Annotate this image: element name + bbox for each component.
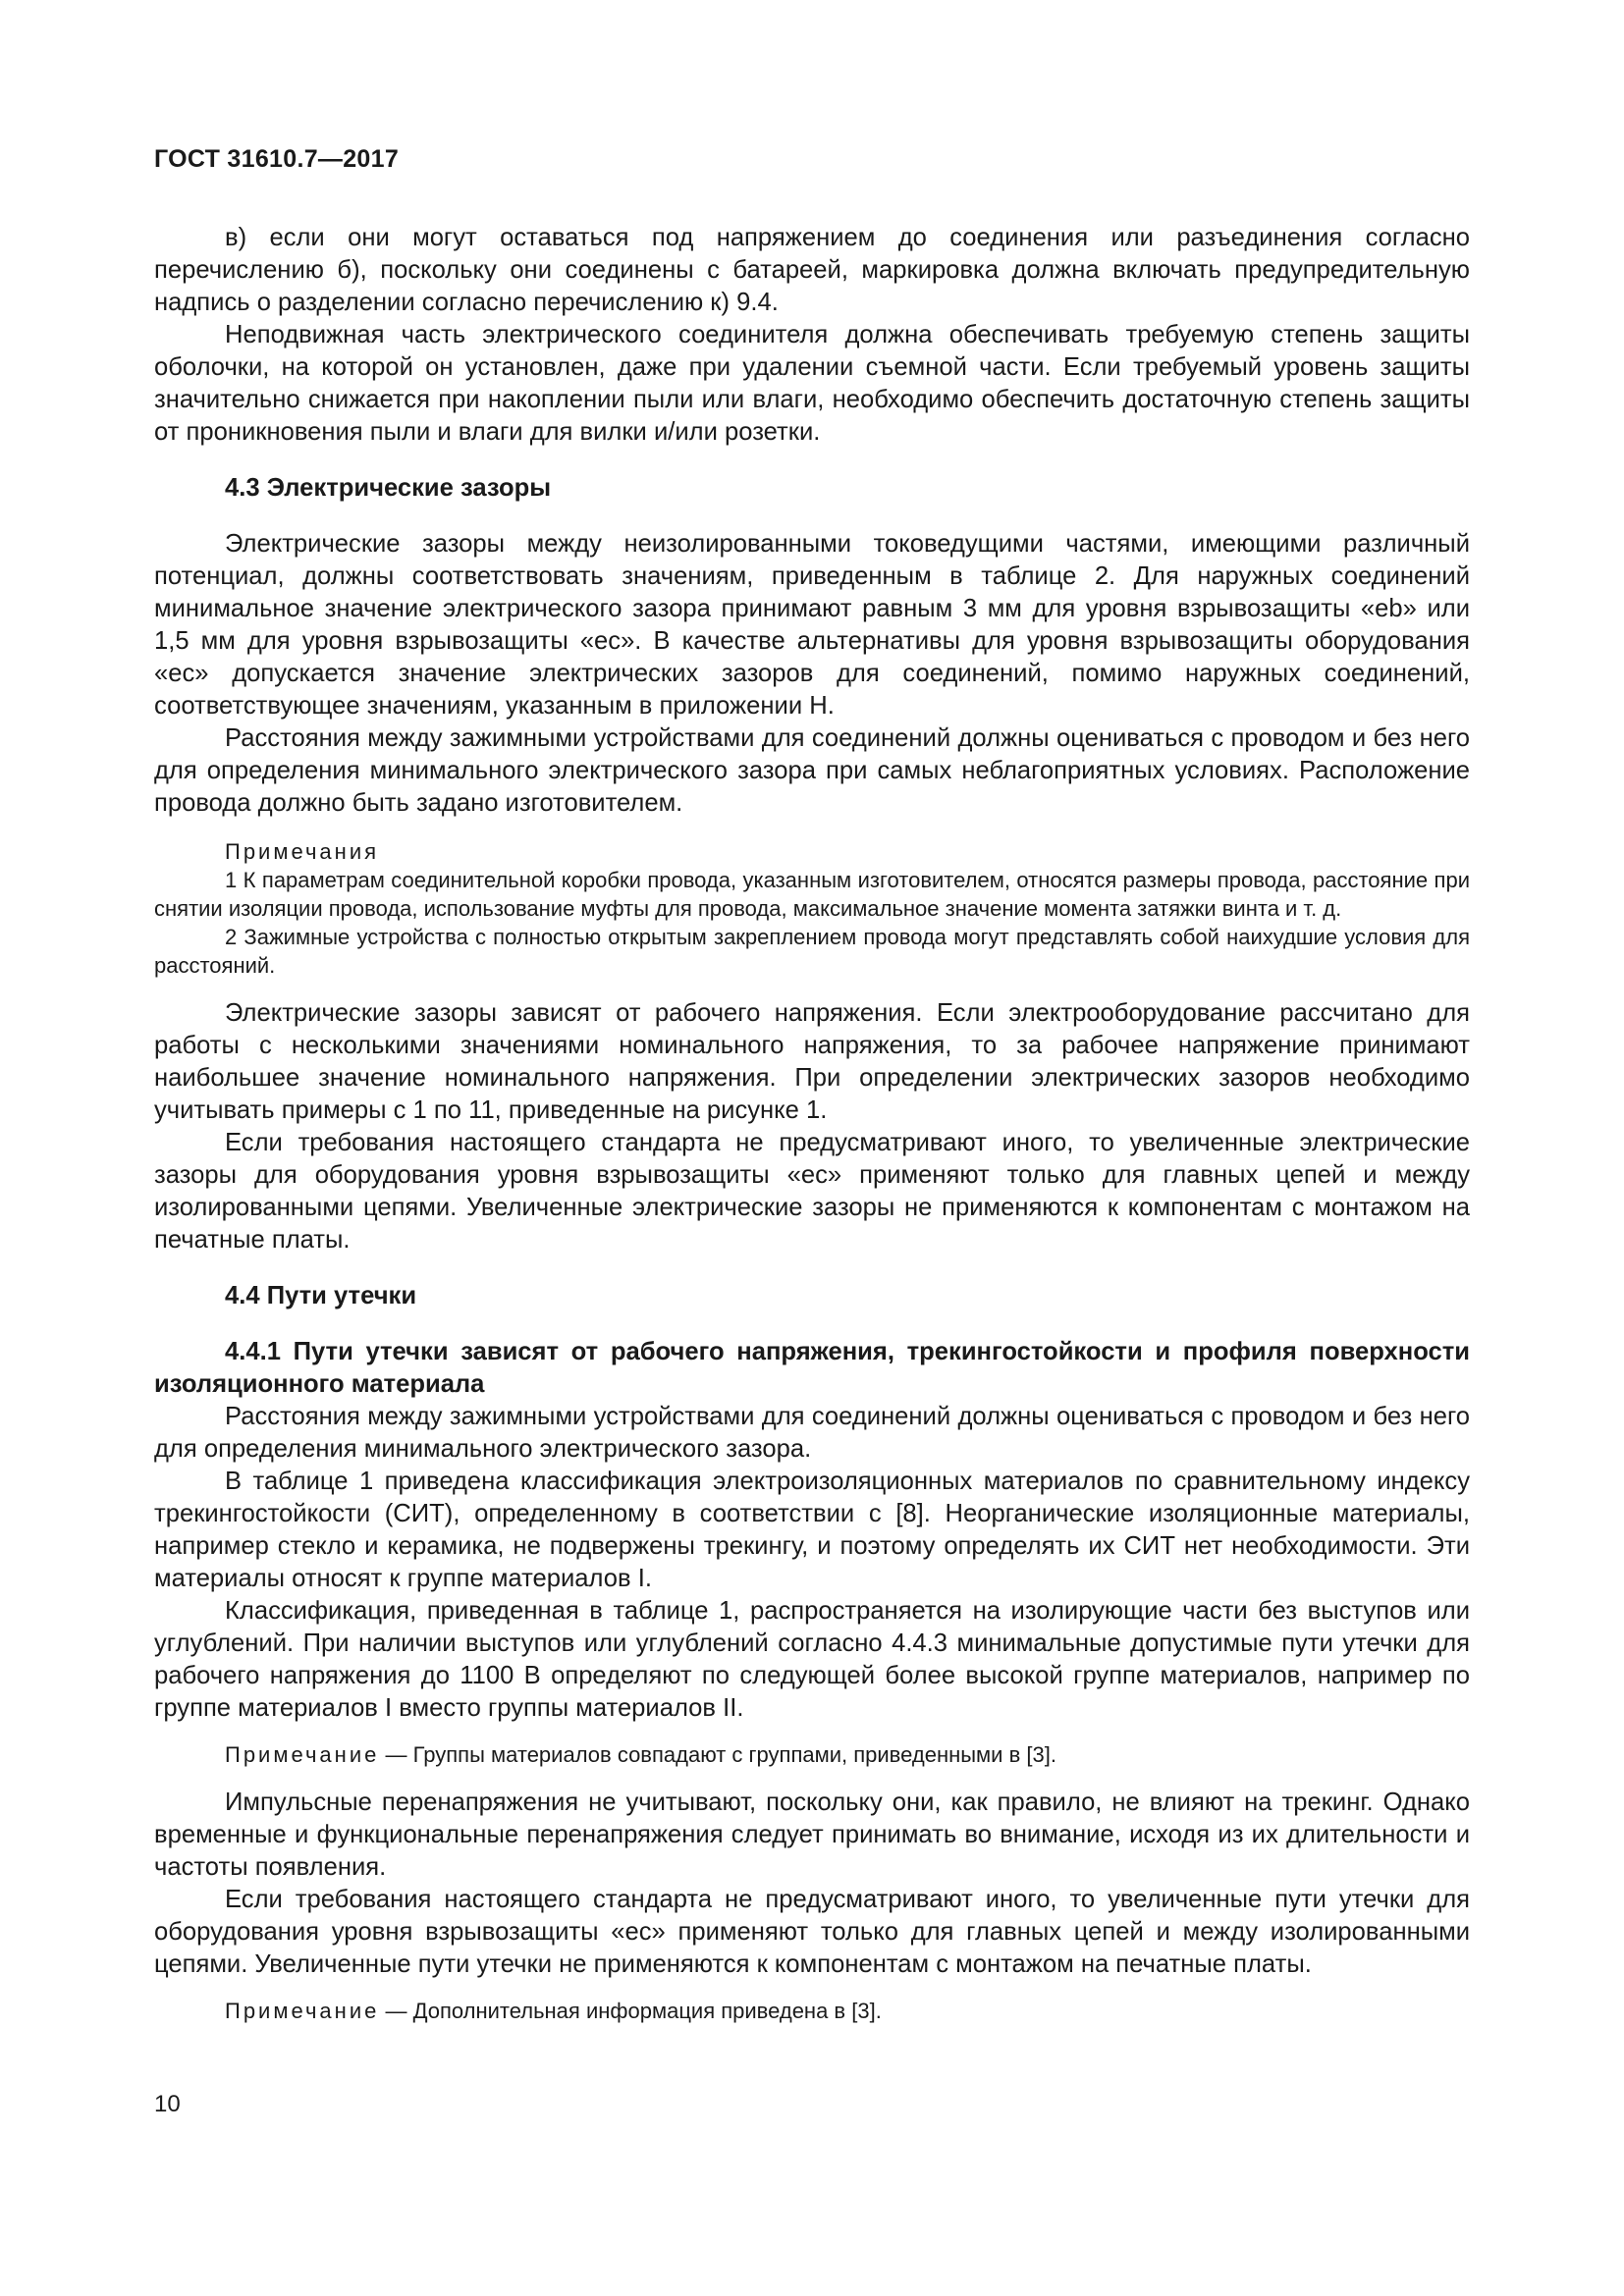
paragraph-clearances: Электрические зазоры между неизолированными токоведущими частями, имеющими различный потенциал, должны соответствовать значениям, приведенным в таблице 2. Для наружных соединений минимальное значение электрического зазора принимают равным 3 мм для уровня взрывозащиты «eb» или 1,5 мм для уровня взрывозащиты «ec». В качестве альтернативы для уровня взрывозащиты оборудования «ec» допускается значение электрических зазоров для соединений, помимо наружных соединений, соответствующее значениям, указанным в приложении Н. — [154, 530, 1470, 720]
notes-block — [154, 837, 1470, 980]
inline-note-1 — [154, 1740, 1470, 1769]
note-item-2: 2 Зажимные устройства с полностью открытым закреплением провода могут представлять собой наихудшие условия для расстояний. — [154, 925, 1470, 978]
paragraph-fixed-part: Неподвижная часть электрического соединителя должна обеспечивать требуемую степень защиты оболочки, на которой он установлен, даже при удалении съемной части. Если требуемый уровень защиты значительно снижается при накоплении пыли или влаги, необходимо обеспечить достаточную степень защиты от проникновения пыли и влаги для вилки и/или розетки. — [154, 321, 1470, 446]
page-content — [154, 222, 1470, 2043]
inline-note-2-text: Дополнительная информация приведена в [3]. — [412, 1999, 882, 2023]
inline-note-1-label: Примечание — [225, 1742, 380, 1767]
note-item-1: 1 К параметрам соединительной коробки провода, указанным изготовителем, относятся размеры провода, расстояние при снятии изоляции провода, использование муфты для провода, максимальное значение момента затяжки винта и т. д. — [154, 868, 1470, 921]
section-heading-4-3: 4.3 Электрические зазоры — [225, 474, 552, 502]
page-number: 10 — [154, 2091, 181, 2117]
paragraph-increased-clearances: Если требования настоящего стандарта не предусматривают иного, то увеличенные электрические зазоры для оборудования уровня взрывозащиты «ec» применяют только для главных цепей и между изолированными цепями. Увеличенные электрические зазоры не применяются к компонентам с монтажом на печатные платы. — [154, 1129, 1470, 1254]
notes-title: Примечания — [225, 839, 380, 864]
paragraph-ribs-grooves: Классификация, приведенная в таблице 1, распространяется на изолирующие части без выступов или углублений. При наличии выступов или углублений согласно 4.4.3 минимальные допустимые пути утечки для рабочего напряжения до 1100 В определяют по следующей более высокой группе материалов, например по группе материалов I вместо группы материалов II. — [154, 1597, 1470, 1722]
section-heading-4-4-1: 4.4.1 Пути утечки зависят от рабочего напряжения, трекингостойкости и профиля поверхности изоляционного материала — [154, 1338, 1470, 1398]
paragraph-clamp-distances: Расстояния между зажимными устройствами для соединений должны оцениваться с проводом и без него для определения минимального электрического зазора при самых неблагоприятных условиях. Расположение провода должно быть задано изготовителем. — [154, 724, 1470, 817]
document-header: ГОСТ 31610.7—2017 — [154, 145, 400, 173]
paragraph-item-v: в) если они могут оставаться под напряжением до соединения или разъединения согласно перечислению б), поскольку они соединены с батареей, маркировка должна включать предупредительную надпись о разделении согласно перечислению к) 9.4. — [154, 224, 1470, 316]
paragraph-clamp-distances-2: Расстояния между зажимными устройствами для соединений должны оцениваться с проводом и без него для определения минимального электрического зазора. — [154, 1403, 1470, 1463]
inline-note-1-text: Группы материалов совпадают с группами, приведенными в [3]. — [412, 1742, 1056, 1767]
paragraph-increased-creepage: Если требования настоящего стандарта не предусматривают иного, то увеличенные пути утечки для оборудования уровня взрывозащиты «ec» применяют только для главных цепей и между изолированными цепями. Увеличенные пути утечки не применяются к компонентам с монтажом на печатные платы. — [154, 1886, 1470, 1978]
inline-note-2 — [154, 1997, 1470, 2025]
section-heading-4-4: 4.4 Пути утечки — [225, 1282, 417, 1309]
paragraph-impulse-overvoltage: Импульсные перенапряжения не учитывают, поскольку они, как правило, не влияют на трекинг. Однако временные и функциональные перенапряжения следует принимать во внимание, исходя из их длительности и частоты появления. — [154, 1789, 1470, 1881]
inline-note-1-dash: — — [379, 1742, 413, 1767]
inline-note-2-label: Примечание — [225, 1999, 380, 2023]
paragraph-cti-classification: В таблице 1 приведена классификация электроизоляционных материалов по сравнительному индексу трекингостойкости (СИТ), определенному в соответствии с [8]. Неорганические изоляционные материалы, например стекло и керамика, не подвержены трекингу, и поэтому определять их СИТ нет необходимости. Эти материалы относят к группе материалов I. — [154, 1468, 1470, 1592]
inline-note-2-dash: — — [379, 1999, 413, 2023]
paragraph-working-voltage: Электрические зазоры зависят от рабочего напряжения. Если электрооборудование рассчитано для работы с несколькими значениями номинального напряжения, то за рабочее напряжение принимают наибольшее значение номинального напряжения. При определении электрических зазоров необходимо учитывать примеры с 1 по 11, приведенные на рисунке 1. — [154, 999, 1470, 1124]
